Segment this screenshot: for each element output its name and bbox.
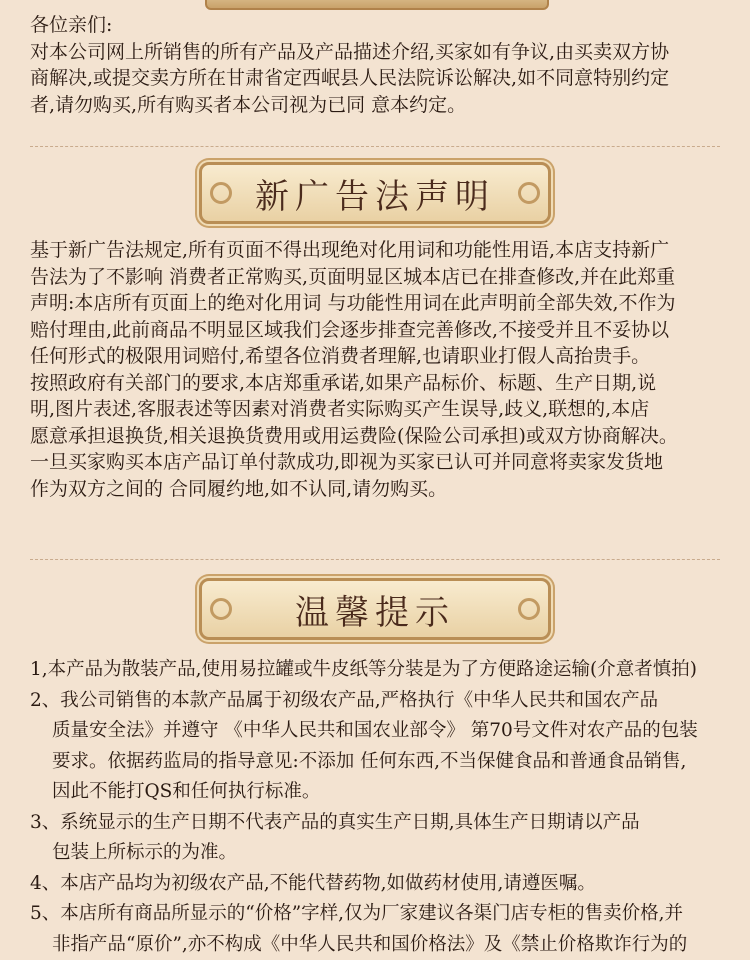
ad-law-line: 任何形式的极限用词赔付,希望各位消费者理解,也请职业打假人高抬贵手。 [30, 345, 651, 367]
scroll-ornament-icon [210, 598, 232, 620]
ad-law-section [30, 237, 720, 502]
ad-law-line: 基于新广告法规定,所有页面不得出现绝对化用词和功能性用语,本店支持新广 [30, 239, 670, 261]
intro-line: 者,请勿购买,所有购买者本公司视为已同 意本约定。 [30, 93, 467, 116]
section-divider [30, 559, 720, 560]
tips-title: 温馨提示 [295, 592, 455, 633]
tips-line: 包装上所标示的为准。 [52, 842, 238, 863]
ad-law-line: 按照政府有关部门的要求,本店郑重承诺,如果产品标价、标题、生产日期,说 [30, 371, 657, 394]
tips-line: 1,本产品为散装产品,使用易拉罐或牛皮纸等分装是为了方便路途运输(介意者慎拍) [30, 659, 697, 680]
intro-section [30, 12, 720, 118]
top-banner-fragment [205, 0, 549, 10]
tips-line: 要求。依据药监局的指导意见:不添加 任何东西,不当保健食品和普通食品销售, [52, 750, 687, 772]
scroll-ornament-icon [210, 182, 232, 204]
section-divider [30, 146, 720, 147]
ad-law-line: 愿意承担退换货,相关退换货费用或用运费险(保险公司承担)或双方协商解决。 [30, 424, 678, 447]
intro-line: 对本公司网上所销售的所有产品及产品描述介绍,买家如有争议,由买卖双方协 [30, 40, 670, 63]
ad-law-line: 声明:本店所有页面上的绝对化用词 与功能性用词在此声明前全部失效,不作为 [30, 292, 676, 314]
tips-banner [199, 578, 551, 640]
tips-section [30, 655, 730, 960]
tips-line: 2、我公司销售的本款产品属于初级农产品,严格执行《中华人民共和国农产品 [30, 689, 659, 711]
intro-greeting: 各位亲们: [30, 14, 113, 36]
ad-law-line: 告法为了不影响 消费者正常购买,页面明显区城本店已在排查修改,并在此郑重 [30, 265, 676, 288]
ad-law-line: 明,图片表述,客服表述等因素对消费者实际购买产生误导,歧义,联想的,本店 [30, 398, 650, 420]
tips-line: 质量安全法》并遵守 《中华人民共和国农业部令》 第70号文件对农产品的包装 [52, 720, 698, 741]
tips-line: 因此不能打QS和任何执行标准。 [52, 781, 321, 802]
tips-line: 5、本店所有商品所显示的“价格”字样,仅为厂家建议各渠门店专柜的售卖价格,并 [30, 903, 683, 924]
tips-line: 非指产品“原价”,亦不构成《中华人民共和国价格法》及《禁止价格欺诈行为的 [52, 933, 688, 955]
ad-law-line: 作为双方之间的 合同履约地,如不认同,请勿购买。 [30, 477, 448, 500]
tips-line: 3、系统显示的生产日期不代表产品的真实生产日期,具体生产日期请以产品 [30, 811, 640, 833]
ad-law-title: 新广告法声明 [255, 176, 495, 217]
intro-line: 商解决,或提交卖方所在甘肃省定西岷县人民法院诉讼解决,如不同意特别约定 [30, 67, 670, 89]
ad-law-banner [199, 162, 551, 224]
scroll-ornament-icon [518, 182, 540, 204]
tips-line: 4、本店产品均为初级农产品,不能代替药物,如做药材使用,请遵医嘱。 [30, 872, 596, 894]
ad-law-line: 一旦买家购买本店产品订单付款成功,即视为买家已认可并同意将卖家发货地 [30, 451, 664, 473]
scroll-ornament-icon [518, 598, 540, 620]
ad-law-line: 赔付理由,此前商品不明显区域我们会逐步排查完善修改,不接受并且不妥协以 [30, 318, 670, 341]
